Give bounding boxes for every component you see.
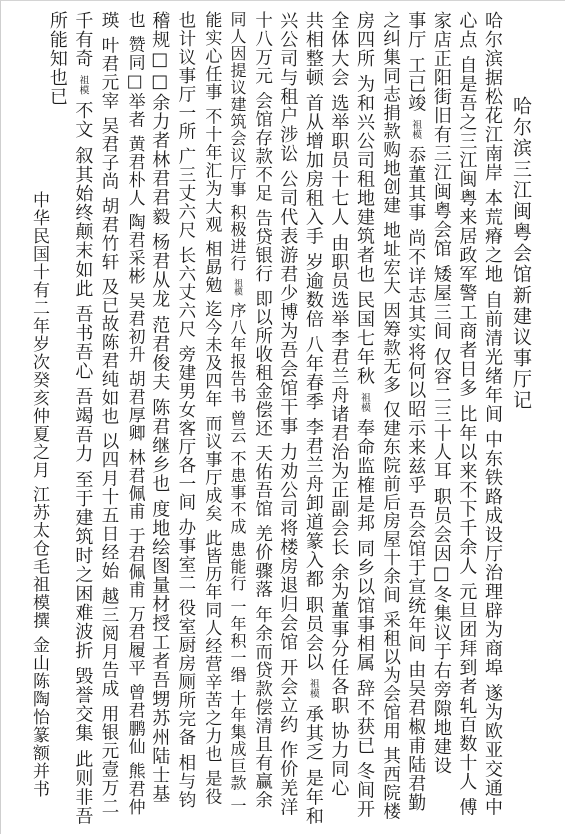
text-segment: 房四所 为和兴公司租地建筑者也 民国七年秋 xyxy=(354,11,375,393)
text-column xyxy=(98,11,119,815)
text-column xyxy=(72,11,94,826)
text-segment: 事厅 工已竣 xyxy=(405,11,427,120)
text-column xyxy=(201,11,221,805)
interlinear-note: 祖模 xyxy=(307,678,319,699)
interlinear-note: 祖模 xyxy=(359,392,370,412)
text-column xyxy=(353,11,375,819)
text-segment: 全体大会 选举职员十七人 由职员选举李君兰舟诸君治为正副会长 余为董事分任各职 协力同心 xyxy=(328,11,350,798)
text-segment: 也计议事厅一所 广三丈六尺 长六丈六尺 旁建男女客厅各一间 办事室二 役室厨房厕所完备 相与钧 xyxy=(175,11,196,809)
interlinear-note: 祖模 xyxy=(77,74,89,95)
text-column xyxy=(405,11,427,812)
text-segment: 不文 叙其始终颠末如此 吾书吾心 吾竭吾力 至于建筑时之困难波折 毁誉交集 此则非吾 xyxy=(72,94,94,826)
text-segment: 心点 自是吾之三江闽粤来居政军警工商者日多 比年以来不下千余人 元旦团拜到者轧百数十人 傅 xyxy=(456,11,478,817)
text-segment: 兴公司与租户涉讼 公司代表游君少博为吾会馆干事 力劝公司将楼房退归会馆 开会立约 作价羌洋 xyxy=(277,11,299,817)
text-segment: 忝董其事 尚不详志其实将何以昭示来兹乎 吾会馆于宣统年间 由吴君椒甫陆君勤 xyxy=(405,139,427,813)
document-title: 哈尔滨三江闽粤会馆新建议事厅记 xyxy=(510,96,532,411)
text-column xyxy=(46,11,68,106)
text-segment: 之纠集同志捐款购地创建 地址宏大 因筹款无多 仅建东院前后房屋十余间 采租以为会馆用 其西院楼 xyxy=(380,11,401,821)
interlinear-note: 祖模 xyxy=(410,119,422,140)
text-column xyxy=(252,11,273,809)
text-segment: 承其乏 是年和 xyxy=(302,698,324,826)
text-segment: 哈尔滨据松花江南岸 本荒瘠之地 自前清光绪年间 中东铁路成设厅治理辟为商埠 遂为欧亚交通中 xyxy=(482,11,503,817)
colophon: 中华民国十有二年岁次癸亥仲夏之月 江苏太仓毛祖模撰 金山陈陶怡篆额并书 xyxy=(29,191,49,798)
text-segment: 也 赞同□举者 黄君朴人 陶君采彬 吴君初升 胡君厚卿 林君佩甫 于君佩甫 万君履平 曾君鹏仙 熊君仲 xyxy=(124,11,145,817)
text-column xyxy=(277,11,299,817)
text-column xyxy=(430,11,452,775)
text-column xyxy=(228,11,247,814)
text-segment: 能实心任事 不十年汇为大观 相勗勉 迄今未及四年 而议事厅成矣 此皆历年同人经营辛苦之力也 是役 xyxy=(201,11,222,806)
text-segment: 同人因提议建筑会议厅事 积极进行 xyxy=(228,11,247,279)
interlinear-note: 祖模 xyxy=(232,278,242,296)
text-column xyxy=(456,11,478,817)
text-column xyxy=(328,11,350,798)
text-segment: 瑛 叶君元宰 吴君子尚 胡君竹轩 及已故陈君纯如也 以四月十五日经始 越三阅月告成 用银元壹万二 xyxy=(99,11,119,816)
text-segment: 千有奇 xyxy=(72,11,94,75)
text-segment: 稽规□□余力者林君君毅 杨君从龙 范君俊夫 陈君继乡也 度地绘图量材授工者吾甥苏州陆士基 xyxy=(149,11,171,804)
text-column xyxy=(380,11,401,821)
text-segment: 家店正阳街旧有三江闽粤会馆 矮屋三间 仅容二三十人耳 职员会因□冬集议于右旁隙地建设 xyxy=(430,11,452,776)
text-column xyxy=(175,11,196,809)
text-column xyxy=(481,11,503,817)
text-segment: 奉命监榷是邦 同乡以馆事相属 辞不获已 冬间开 xyxy=(354,411,375,819)
text-column xyxy=(124,11,144,816)
text-segment: 序八年报告书 曾云 不患事不成 患能行 一年积一缗 十年集成巨款 一 xyxy=(228,295,247,815)
text-segment: 共相整顿 首从增加房租入手 岁逾数倍 八年春季 李君兰舟卸道篆入都 职员会以 xyxy=(302,11,324,679)
text-column xyxy=(302,11,324,826)
text-segment: 十八万元 会馆存款不足 告贷银行 即以所收租金偿还 天佑吾馆 羌价骤落 年余而贷款偿清且有赢余 xyxy=(252,11,273,809)
text-segment: 所能知也已 xyxy=(46,11,68,106)
text-column xyxy=(149,11,171,804)
